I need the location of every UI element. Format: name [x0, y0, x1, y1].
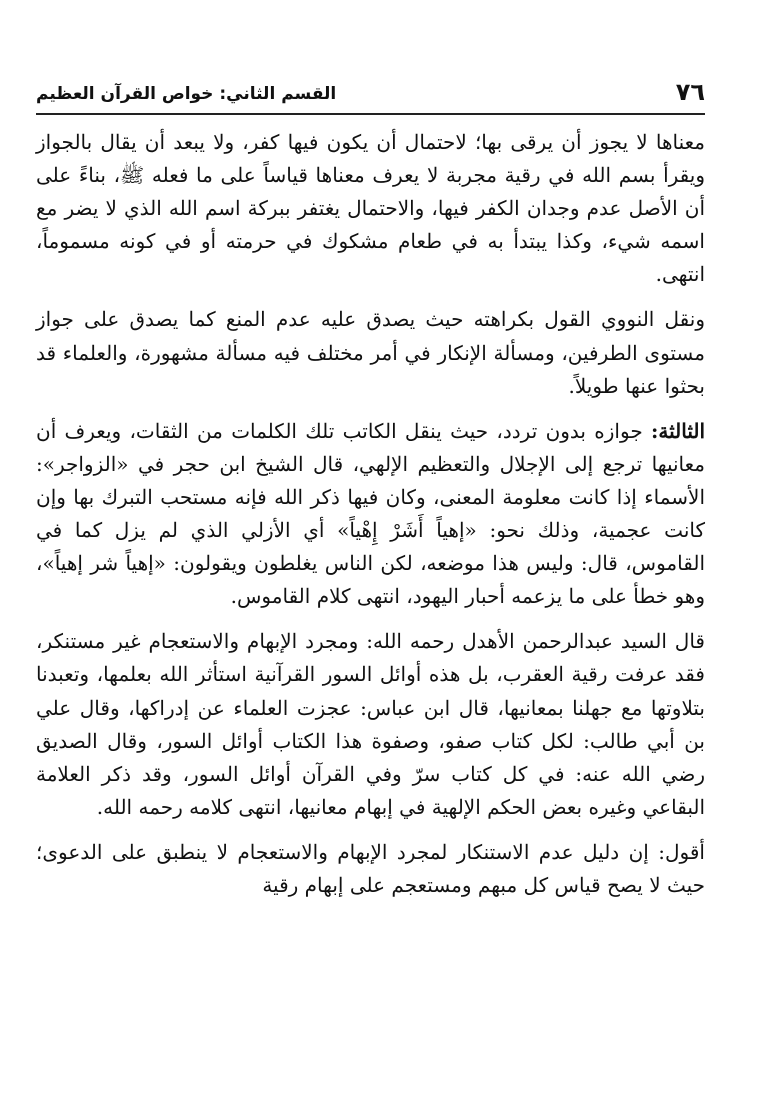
paragraph-text: أقول: إن دليل عدم الاستنكار لمجرد الإبهام والاستعجام لا ينطبق على الدعوى؛ حيث لا يصح قياس كل مبهم ومستعجم على إبهام رقية — [36, 839, 705, 897]
paragraph-text: قال السيد عبدالرحمن الأهدل رحمه الله: ومجرد الإبهام والاستعجام غير مستنكر، فقد عرفت رقية العقرب، بل هذه أوائل السور القرآنية استأثر الله بعلمها، وتعبدنا بتلاوتها مع جهلنا بمعانيها، قال ابن عباس: عجزت العلماء عن إدراكها، وقال علي بن أبي طالب: لكل كتاب صفو، وصفوة هذا الكتاب أوائل السور، وقال الصديق رضي الله عنه: في كل كتاب سرّ وفي القرآن أوائل السور، وقد ذكر العلامة البقاعي وغيره بعض الحكم الإلهية في إبهام معانيها، انتهى كلامه رحمه الله. — [36, 629, 705, 819]
paragraph — [36, 303, 705, 402]
header-divider — [36, 113, 705, 115]
paragraph — [36, 415, 705, 614]
running-title: القسم الثاني: خواص القرآن العظيم — [36, 84, 337, 104]
paragraph-text: جوازه بدون تردد، حيث ينقل الكاتب تلك الكلمات من الثقات، ويعرف أن معانيها ترجع إلى الإجلال والتعظيم الإلهي، قال الشيخ ابن حجر في «الزواجر»: الأسماء إذا كانت معلومة المعنى، وكان فيها ذكر الله فإنه مستحب التبرك بها وإن كانت عجمية، وذلك نحو: «إهياً أَشَرْ إِهْياً» أي الأزلي الذي لم يزل كما في القاموس، قال: وليس هذا موضعه، لكن الناس يغلطون ويقولون: «إهياً شر إهياً»، وهو خطأ على ما يزعمه أحبار اليهود، انتهى كلام القاموس. — [36, 418, 705, 609]
page-number: ٧٦ — [675, 78, 705, 106]
paragraph — [36, 625, 705, 824]
paragraph-text: معناها لا يجوز أن يرقى بها؛ لاحتمال أن يكون فيها كفر، ولا يبعد أن يقال بالجواز ويقرأ بسم الله في رقية مجربة لا يعرف معناها قياساً على ما فعله ﷺ، بناءً على أن الأصل عدم وجدان الكفر فيها، والاحتمال يغتفر ببركة اسم الله الذي لا يضر مع اسمه شيء، وكذا يبتدأ به في طعام مشكوك في حرمته أو في كونه مسموماً، انتهى. — [36, 130, 705, 287]
paragraph — [36, 126, 705, 291]
page-body — [36, 126, 705, 914]
page-header — [36, 78, 705, 114]
paragraph-text: ونقل النووي القول بكراهته حيث يصدق عليه عدم المنع كما يصدق على جواز مستوى الطرفين، ومسألة الإنكار في أمر مختلف فيه مسألة مشهورة، والعلماء قد بحثوا عنها طويلاً. — [36, 307, 705, 398]
paragraph — [36, 836, 705, 902]
paragraph-lead: الثالثة: — [650, 418, 705, 443]
